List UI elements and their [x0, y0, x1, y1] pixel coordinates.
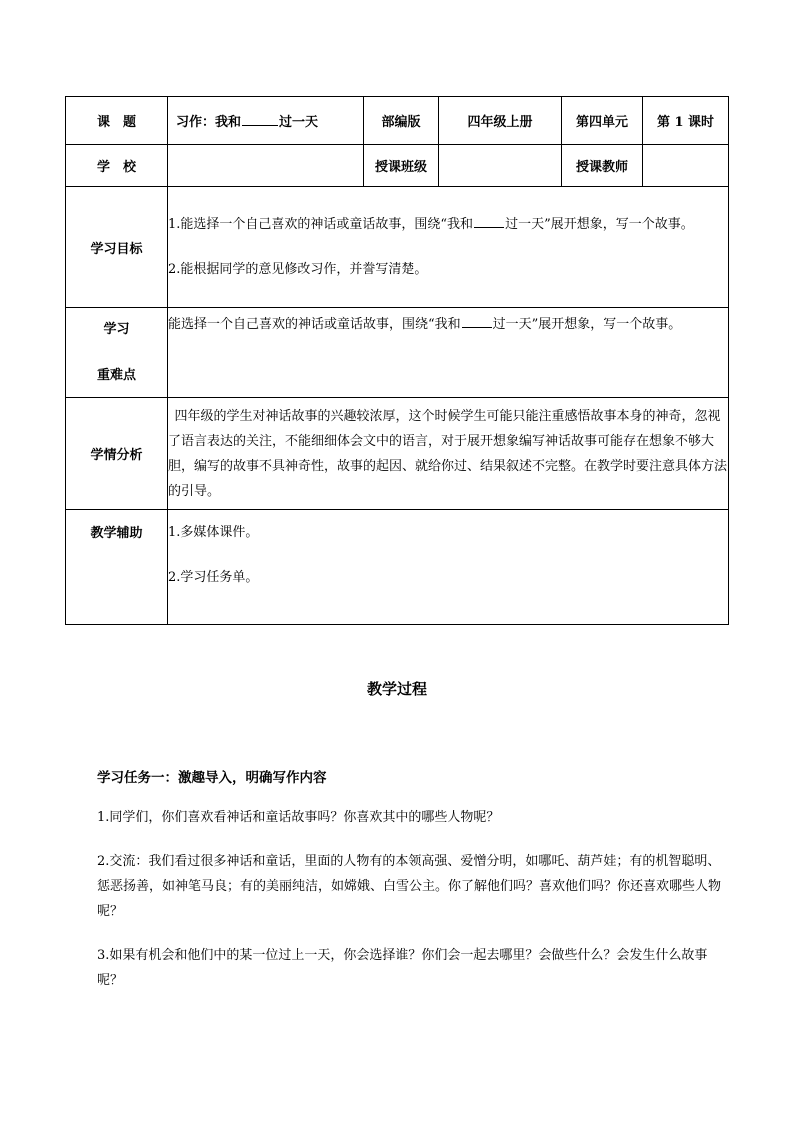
- lesson-info-table: [65, 96, 729, 625]
- teacher-label: 授课教师: [562, 145, 643, 187]
- lesson-title: [168, 97, 364, 145]
- aids-content: [168, 510, 729, 625]
- table-row-key-points: [66, 308, 729, 398]
- aid-item-1: 1.多媒体课件。: [168, 525, 259, 540]
- aid-item-2: 2.学习任务单。: [168, 570, 259, 585]
- process-body: [97, 766, 727, 1012]
- goals-content: [168, 187, 729, 308]
- key-points-content: 能选择一个自己喜欢的神话或童话故事，围绕“我和 过一天”展开想象，写一个故事。: [168, 308, 729, 398]
- topic-label: 课 题: [66, 97, 168, 145]
- analysis-text: 四年级的学生对神话故事的兴趣较浓厚，这个时候学生可能只能注重感悟故事本身的神奇，忽视了语言表达的关注，不能细细体会文中的语言，对于展开想象编写神话故事可能存在想象不够大胆，编写的故事不具神奇性，故事的起因、就给你过、结果叙述不完整。在教学时要注意具体方法的引导。: [168, 408, 728, 499]
- key-points-blank: [462, 317, 492, 328]
- goal-blank: [474, 217, 504, 228]
- teacher-value: [643, 145, 729, 187]
- task1-heading: 学习任务一：激趣导入，明确写作内容: [97, 770, 327, 786]
- grade: 四年级上册: [439, 97, 562, 145]
- lesson-title-suffix: 过一天: [279, 115, 319, 130]
- goals-label: 学习目标: [66, 187, 168, 308]
- lesson-number: 第 1 课时: [643, 97, 729, 145]
- goal-item-1: 1.能选择一个自己喜欢的神话或童话故事，围绕“我和 过一天”展开想象，写一个故事。: [168, 217, 694, 232]
- aids-label: 教学辅助: [66, 510, 168, 625]
- table-row-topic: [66, 97, 729, 145]
- goal-item-2: 2.能根据同学的意见修改习作，并誊写清楚。: [168, 262, 428, 277]
- table-row-analysis: [66, 398, 729, 510]
- process-title: 教学过程: [366, 680, 427, 698]
- analysis-label: 学情分析: [66, 398, 168, 510]
- lesson-title-prefix: 习作：我和: [176, 115, 242, 130]
- analysis-content: [168, 398, 729, 510]
- table-row-goals: [66, 187, 729, 308]
- school-value: [168, 145, 364, 187]
- process-paragraph-1: 1.同学们，你们喜欢看神话和童话故事吗？你喜欢其中的哪些人物呢？: [97, 810, 500, 825]
- table-row-school: [66, 145, 729, 187]
- edition: 部编版: [364, 97, 439, 145]
- unit: 第四单元: [562, 97, 643, 145]
- key-points-label: 学习 重难点: [66, 308, 168, 398]
- process-paragraph-2: 2.交流：我们看过很多神话和童话，里面的人物有的本领高强、爱憎分明，如哪吒、葫芦娃；有的机智聪明、惩恶扬善，如神笔马良；有的美丽纯洁，如嫦娥、白雪公主。你了解他们吗？喜欢他们吗？你还喜欢哪些人物呢？: [97, 854, 722, 919]
- class-label: 授课班级: [364, 145, 439, 187]
- class-value: [439, 145, 562, 187]
- school-label: 学 校: [66, 145, 168, 187]
- title-blank: [242, 113, 278, 126]
- table-row-aids: [66, 510, 729, 625]
- process-paragraph-3: 3.如果有机会和他们中的某一位过上一天，你会选择谁？你们会一起去哪里？会做些什么？会发生什么故事呢？: [97, 948, 708, 988]
